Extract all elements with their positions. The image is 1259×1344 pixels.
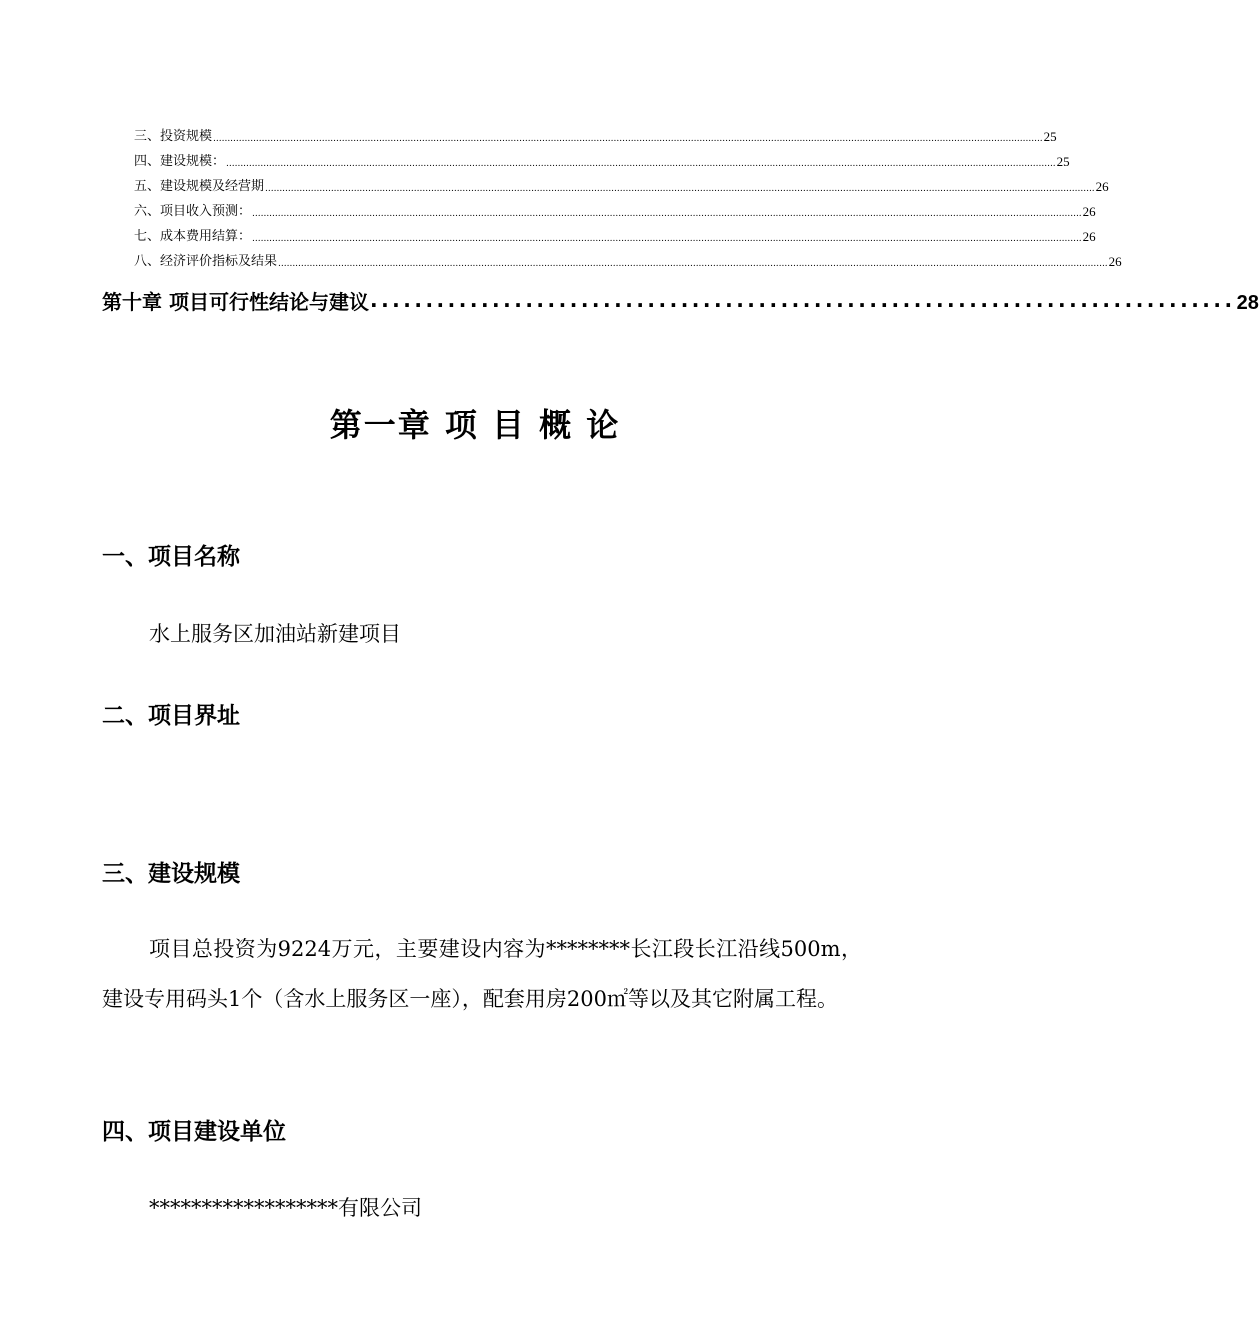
toc-entry-page: 25 [1056, 154, 1070, 169]
toc-entry[interactable] [134, 174, 1109, 199]
toc-entry-label: 四、建设规模： [134, 154, 226, 169]
toc-entry[interactable] [134, 149, 1070, 174]
toc-chapter-page: 28 [1236, 292, 1259, 314]
toc-entry-label: 五、建设规模及经营期 [134, 179, 265, 194]
toc-entry-page: 26 [1108, 254, 1122, 269]
table-of-contents [134, 124, 1122, 274]
toc-entry-label: 八、经济评价指标及结果 [134, 254, 278, 269]
toc-leader-dots: .................................................................................................................................................................................................................................................................................................. [252, 234, 1082, 244]
toc-chapter-entry[interactable] [102, 285, 1259, 315]
section-heading-construction-scale: 三、建设规模 [102, 861, 240, 887]
section-heading-project-site: 二、项目界址 [102, 703, 240, 729]
construction-unit-text: ******************有限公司 [149, 1196, 422, 1220]
project-name-text: 水上服务区加油站新建项目 [149, 622, 401, 646]
toc-leader-dots: .............................................................................. [369, 288, 1236, 312]
toc-leader-dots: .................................................................................................................................................................................................................................................................................................. [213, 134, 1043, 144]
toc-leader-dots: .................................................................................................................................................................................................................................................................................................. [265, 184, 1095, 194]
toc-entry-label: 六、项目收入预测： [134, 204, 252, 219]
toc-entry[interactable] [134, 224, 1096, 249]
toc-entry-page: 26 [1095, 179, 1109, 194]
toc-entry-page: 26 [1082, 204, 1096, 219]
section-heading-construction-unit: 四、项目建设单位 [102, 1119, 286, 1145]
toc-entry-label: 三、投资规模 [134, 129, 213, 144]
section-heading-project-name: 一、项目名称 [102, 544, 240, 570]
construction-scale-text: 项目总投资为9224万元，主要建设内容为********长江段长江沿线500m，建设专用码头1个（含水上服务区一座），配套用房200㎡等以及其它附属工程。 [102, 937, 862, 1011]
toc-chapter-label: 第十章 项目可行性结论与建议 [102, 290, 369, 314]
toc-entry[interactable] [134, 124, 1057, 149]
toc-entry[interactable] [134, 199, 1096, 224]
chapter-title: 第一章 项 目 概 论 [329, 406, 621, 444]
toc-entry[interactable] [134, 249, 1122, 274]
toc-leader-dots: .................................................................................................................................................................................................................................................................................................. [278, 259, 1108, 269]
toc-leader-dots: .................................................................................................................................................................................................................................................................................................. [252, 209, 1082, 219]
toc-entry-label: 七、成本费用结算： [134, 229, 252, 244]
toc-leader-dots: .................................................................................................................................................................................................................................................................................................. [226, 159, 1056, 169]
toc-entry-page: 25 [1043, 129, 1057, 144]
toc-entry-page: 26 [1082, 229, 1096, 244]
